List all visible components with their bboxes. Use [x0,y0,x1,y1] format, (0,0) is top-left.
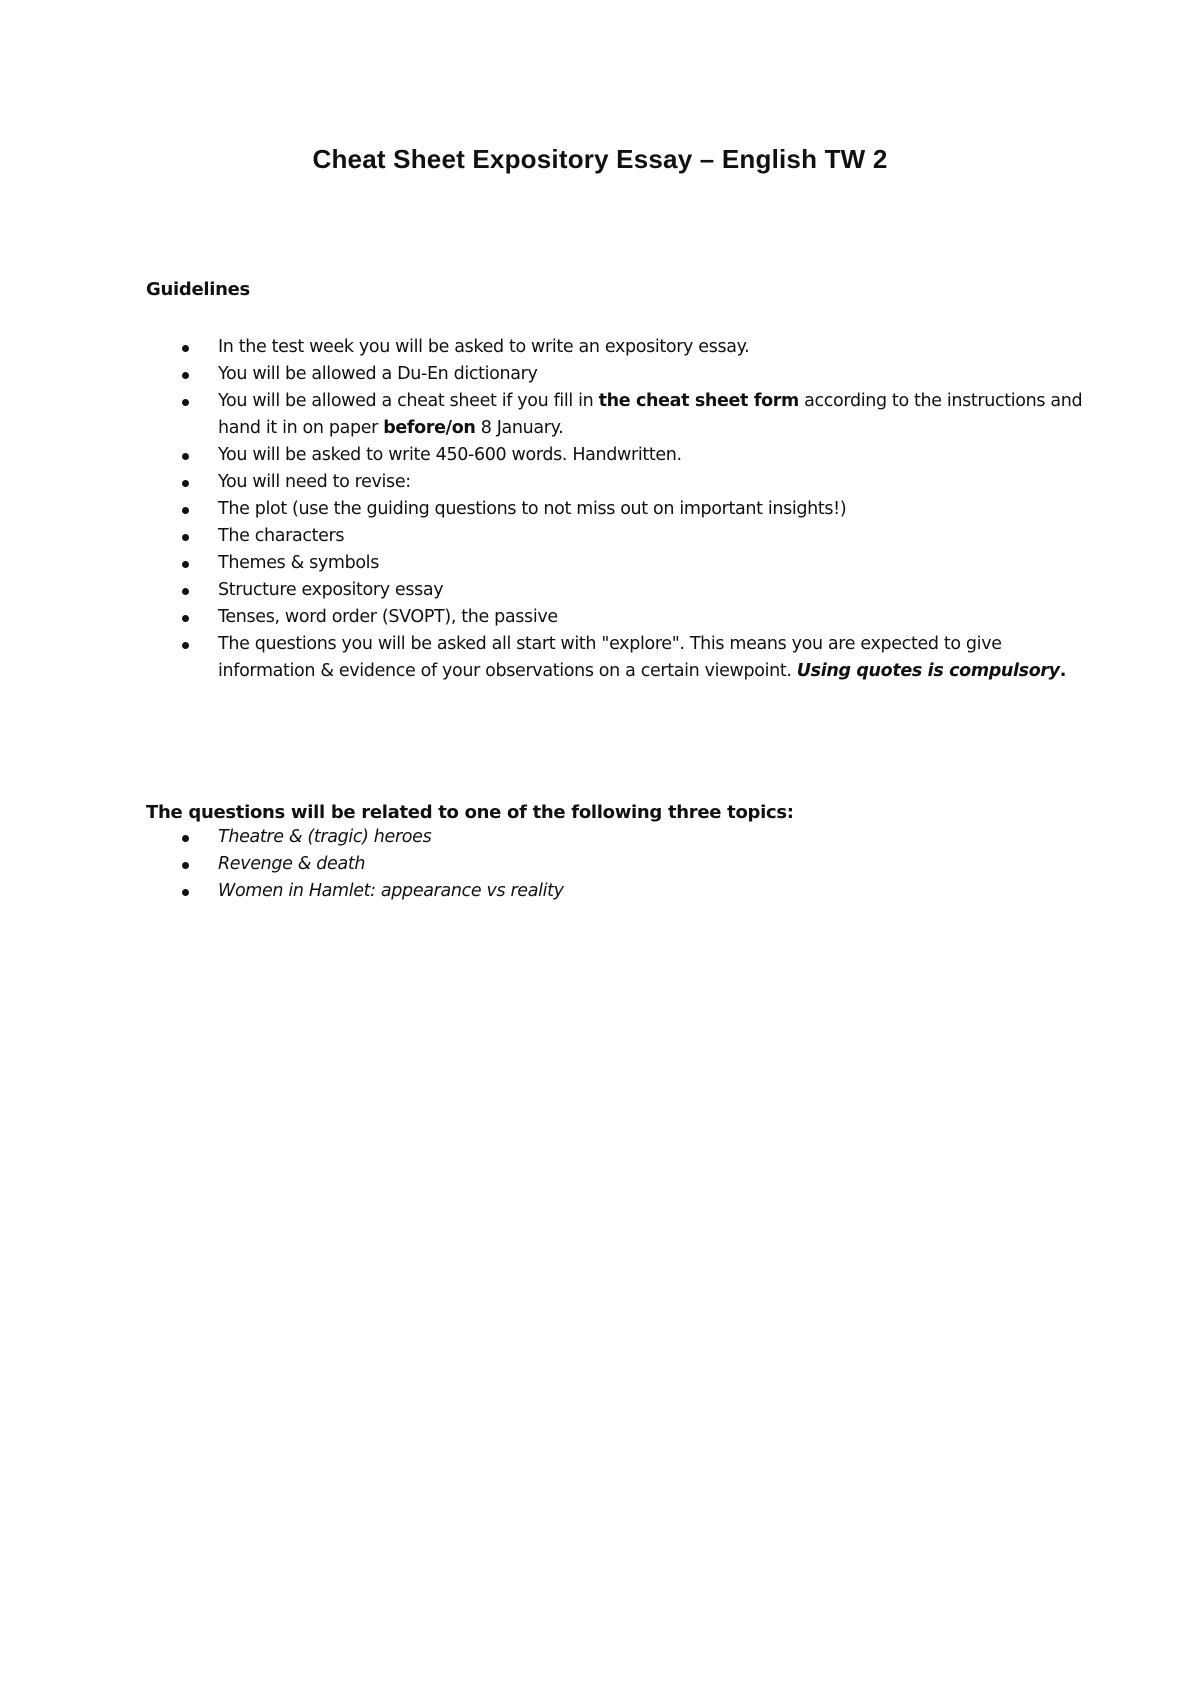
list-item-text: Tenses, word order (SVOPT), the passive [218,607,558,627]
list-item-text: Structure expository essay [218,580,444,600]
deadline-emphasis: before/on [383,418,476,438]
bullet-icon [182,642,189,649]
bullet-icon [182,399,189,406]
list-item [146,631,1086,685]
list-item-text: The characters [218,526,345,546]
list-item-text: The questions you will be asked all start with "explore". This means you are expected to give information & evidence of your observations on a certain viewpoint. [218,634,1002,681]
list-item-text: You will be allowed a Du-En dictionary [218,364,538,384]
guidelines-heading: Guidelines [146,279,250,300]
list-item-text: 8 January. [475,418,564,438]
topics-heading: The questions will be related to one of the following three topics: [146,802,794,823]
list-item [146,523,1086,550]
bullet-icon [182,561,189,568]
quotes-compulsory-emphasis: Using quotes is compulsory [796,661,1060,681]
topic-text: Theatre & (tragic) heroes [218,827,432,847]
list-item-text: In the test week you will be asked to write an expository essay. [218,337,750,357]
bullet-icon [182,534,189,541]
list-item [146,824,1086,851]
list-item [146,878,1086,905]
bullet-icon [182,588,189,595]
bullet-icon [182,889,189,896]
list-item-text: The plot (use the guiding questions to not miss out on important insights!) [218,499,847,519]
topics-list [146,824,1086,905]
list-item-text: You will need to revise: [218,472,411,492]
list-item [146,334,1086,361]
list-item [146,851,1086,878]
bullet-icon [182,453,189,460]
bullet-icon [182,835,189,842]
list-item [146,604,1086,631]
list-item [146,550,1086,577]
bullet-icon [182,507,189,514]
list-item-text: Themes & symbols [218,553,379,573]
bullet-icon [182,862,189,869]
list-item-text: You will be allowed a cheat sheet if you fill in [218,391,599,411]
bullet-icon [182,372,189,379]
document-title: Cheat Sheet Expository Essay – English TW 2 [312,144,888,174]
guidelines-list [146,334,1086,685]
list-item [146,496,1086,523]
list-item [146,469,1086,496]
topic-text: Women in Hamlet: appearance vs reality [218,881,564,901]
list-item [146,442,1086,469]
topic-text: Revenge & death [218,854,366,874]
list-item [146,577,1086,604]
list-item-text: You will be asked to write 450-600 words. Handwritten. [218,445,682,465]
list-item [146,388,1086,442]
bullet-icon [182,345,189,352]
cheat-sheet-form-emphasis: the cheat sheet form [598,391,799,411]
list-item-text: . [1059,661,1067,681]
bullet-icon [182,615,189,622]
bullet-icon [182,480,189,487]
list-item [146,361,1086,388]
list-item-text: according to the instructions and hand it in on paper [218,391,1083,438]
